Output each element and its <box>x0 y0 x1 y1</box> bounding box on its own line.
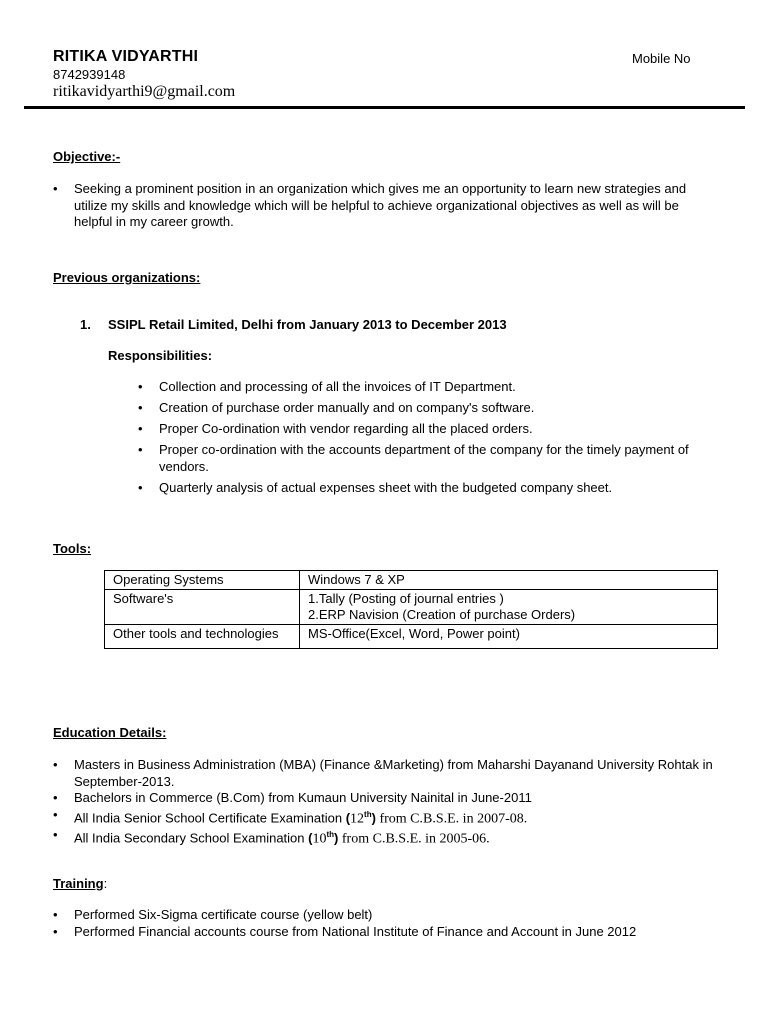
table-cell-line: 1.Tally (Posting of journal entries ) <box>308 591 504 606</box>
training-list <box>74 907 734 940</box>
training-heading-text: Training <box>53 876 104 891</box>
training-heading <box>53 876 107 891</box>
senior-grade-close: ) <box>371 809 376 825</box>
table-cell-value <box>300 625 718 649</box>
responsibilities-heading: Responsibilities: <box>108 348 213 363</box>
table-cell-line: Windows 7 & XP <box>308 572 405 587</box>
list-item: • Masters in Business Administration (MBA) (Finance &Marketing) from Maharshi Dayanand University Rohtak in September-2013. <box>74 757 714 790</box>
list-item: • Collection and processing of all the invoices of IT Department. <box>159 379 699 396</box>
mobile-label: Mobile No <box>632 51 691 66</box>
education-heading: Education Details: <box>53 725 167 740</box>
table-cell-label: Operating Systems <box>105 571 300 590</box>
tools-table <box>104 570 718 649</box>
list-item: • Bachelors in Commerce (B.Com) from Kumaun University Nainital in June-2011 <box>74 790 714 807</box>
secondary-exam-text: All India Secondary School Examination <box>74 830 309 846</box>
table-row <box>105 590 718 625</box>
table-cell-value <box>300 571 718 590</box>
table-row <box>105 571 718 590</box>
organization-title <box>80 317 507 332</box>
responsibilities-list <box>159 379 699 501</box>
objective-item <box>74 181 714 231</box>
tools-heading: Tools: <box>53 541 92 556</box>
header-divider <box>24 106 745 109</box>
list-item <box>74 807 714 828</box>
candidate-name: RITIKA VIDYARTHI <box>53 48 199 65</box>
table-cell-label: Software's <box>105 590 300 625</box>
table-cell-label: Other tools and technologies <box>105 625 300 649</box>
list-item: • Proper Co-ordination with vendor regarding all the placed orders. <box>159 421 699 438</box>
list-item <box>74 827 714 848</box>
organization-name: SSIPL Retail Limited, Delhi from January 2013 to December 2013 <box>108 317 507 332</box>
senior-exam-text: All India Senior School Certificate Examination <box>74 809 346 825</box>
secondary-grade: 10 <box>312 831 327 847</box>
objective-list <box>74 181 714 231</box>
secondary-exam-rest: from C.B.S.E. in 2005-06. <box>338 831 490 847</box>
senior-grade-open: ( <box>345 809 351 825</box>
table-cell-line: MS-Office(Excel, Word, Power point) <box>308 626 520 641</box>
secondary-grade-close: ) <box>334 830 339 846</box>
phone-number: 8742939148 <box>53 67 126 82</box>
senior-grade-suffix: th <box>364 809 372 819</box>
training-heading-colon: : <box>103 876 108 891</box>
objective-heading: Objective:- <box>53 149 121 164</box>
education-list <box>74 757 714 848</box>
table-cell-value <box>300 590 718 625</box>
table-cell-line: 2.ERP Navision (Creation of purchase Orders) <box>308 607 576 622</box>
list-item: • Quarterly analysis of actual expenses sheet with the budgeted company sheet. <box>159 480 699 497</box>
list-item: • Performed Financial accounts course from National Institute of Finance and Account in June 2012 <box>74 924 734 941</box>
secondary-grade-suffix: th <box>326 830 335 840</box>
organizations-heading: Previous organizations: <box>53 270 201 285</box>
senior-grade: 12 <box>350 810 365 826</box>
list-item: • Proper co-ordination with the accounts department of the company for the timely payment of vendors. <box>159 442 699 475</box>
table-row <box>105 625 718 649</box>
secondary-grade-open: ( <box>308 830 313 846</box>
list-item: • Performed Six-Sigma certificate course (yellow belt) <box>74 907 734 924</box>
list-item: • Creation of purchase order manually and on company's software. <box>159 400 699 417</box>
senior-exam-rest: from C.B.S.E. in 2007-08. <box>375 810 528 826</box>
email-address: ritikavidyarthi9@gmail.com <box>53 83 236 100</box>
objective-text: Seeking a prominent position in an organization which gives me an opportunity to learn new strategies and utilize my skills and knowledge which will be helpful to achieve organizational objectives as well as will be helpful in my career growth. <box>74 181 687 229</box>
organization-number: 1. <box>80 317 91 332</box>
